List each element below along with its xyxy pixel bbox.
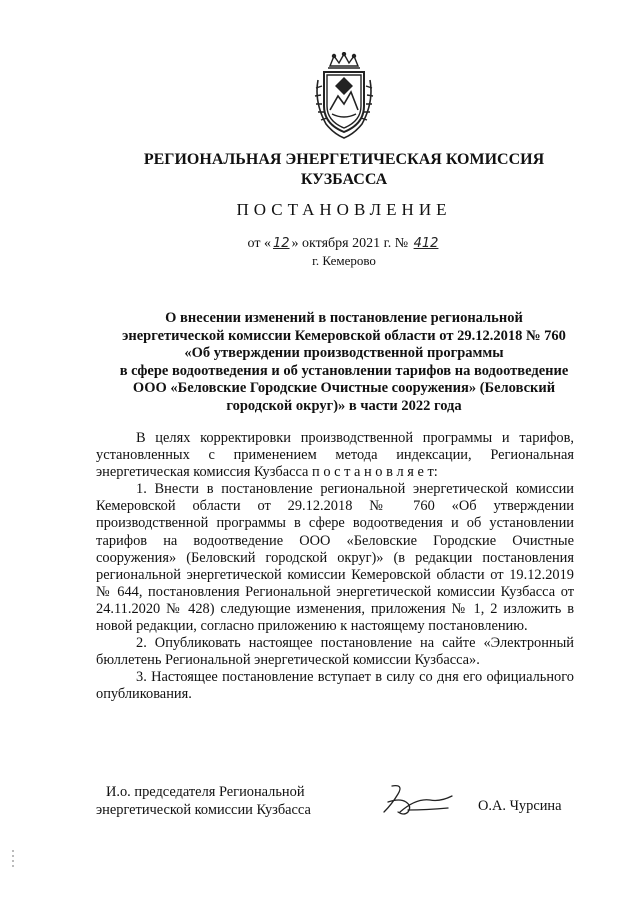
preamble-text: В целях корректировки производственной программы и тарифов, установленных с применением метода индексации, Региональная энергетическая комиссия Кузбасса (96, 430, 574, 481)
item-1-paragraph: 1. Внести в постановление региональной энергетической комиссии Кемеровской области от 29.12.2018 № 760 «Об утверждении производственной программы в сфере водоотведения и об установлении тарифов на водоотведение ООО «Беловские Городские Очистные сооружения» (Беловский городской округ)» (в редакции постановления региональной энергетической комиссии Кемеровской области от 19.12.2019 № 644, постановления Региональной энергетической комиссии Кузбасса от 24.11.2020 № 428) следующие изменения, приложения № 1, 2 изложить в новой редакции, согласно приложению к настоящему постановлению. (96, 481, 574, 635)
organization-line-1: РЕГИОНАЛЬНАЯ ЭНЕРГЕТИЧЕСКАЯ КОМИССИЯ (143, 151, 545, 168)
subject-line: в сфере водоотведения и об установлении тарифов на водоотведение (119, 362, 569, 379)
preamble-decision: п о с т а н о в л я е т: (312, 464, 438, 481)
date-line (80, 235, 608, 253)
subject-line: «Об утверждении производственной программы (184, 345, 504, 361)
margin-mark-icon (12, 850, 14, 870)
date-suffix: » октября 2021 г. № (291, 236, 409, 251)
signatory-position (96, 783, 311, 819)
subject-line: городской округ)» в части 2022 года (226, 397, 462, 414)
city: г. Кемерово (312, 253, 376, 268)
document-body (96, 430, 574, 704)
item-2-paragraph: 2. Опубликовать настоящее постановление на сайте «Электронный бюллетень Региональной энергетической комиссии Кузбасса». (96, 635, 574, 669)
preamble-paragraph (96, 430, 574, 481)
document-type: ПОСТАНОВЛЕНИЕ (236, 200, 452, 219)
position-line-1: И.о. председателя Региональной (106, 784, 305, 800)
position-line-2: энергетической комиссии Кузбасса (96, 802, 311, 818)
subject-line: энергетической комиссии Кемеровской области от 29.12.2018 № 760 (122, 327, 566, 344)
organization-name (80, 150, 608, 190)
date-day: 12 (272, 236, 290, 251)
subject-line: О внесении изменений в постановление региональной (165, 310, 523, 326)
coat-of-arms-icon (308, 52, 380, 140)
document-subject (80, 310, 608, 415)
document-number: 412 (413, 236, 439, 251)
item-3-paragraph: 3. Настоящее постановление вступает в силу со дня его официального опубликования. (96, 669, 574, 703)
organization-line-2: КУЗБАССА (300, 171, 388, 188)
date-prefix: от « (247, 236, 271, 251)
subject-line: ООО «Беловские Городские Очистные сооружения» (Беловский (132, 380, 556, 396)
handwritten-signature (378, 782, 458, 818)
signatory-name: О.А. Чурсина (478, 798, 562, 814)
